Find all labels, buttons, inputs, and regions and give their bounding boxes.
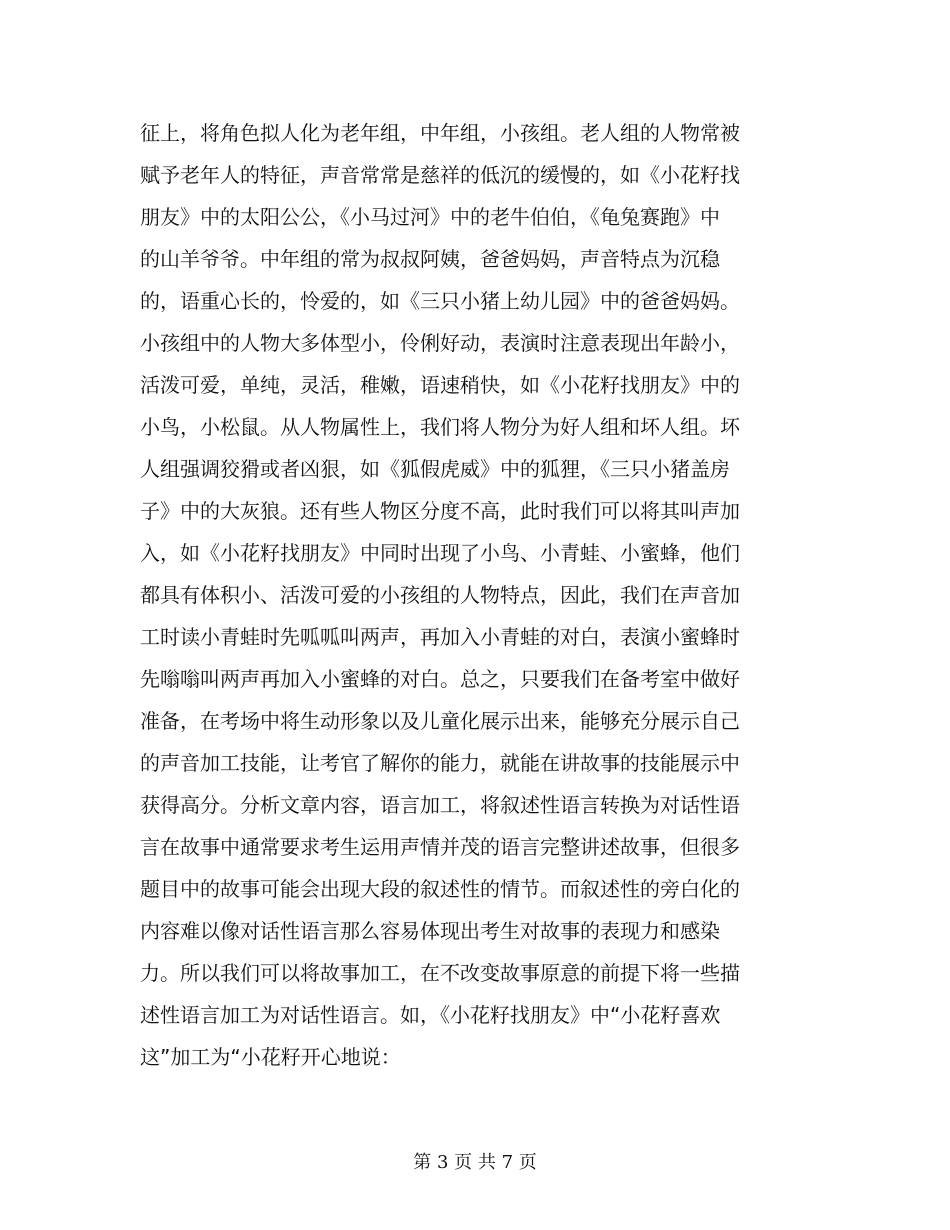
text-line: 的，语重心长的，怜爱的，如《三只小猪上幼儿园》中的爸爸妈妈。 — [140, 289, 740, 313]
text-line: 入，如《小花籽找朋友》中同时出现了小鸟、小青蛙、小蜜蜂，他们 — [140, 541, 740, 565]
text-line: 言在故事中通常要求考生运用声情并茂的语言完整讲述故事，但很多 — [140, 835, 740, 859]
text-line: 力。所以我们可以将故事加工，在不改变故事原意的前提下将一些描 — [140, 961, 740, 985]
page-number-footer: 第 3 页 共 7 页 — [413, 1152, 537, 1173]
body-text — [140, 112, 760, 1078]
text-line: 先嗡嗡叫两声再加入小蜜蜂的对白。总之，只要我们在备考室中做好 — [140, 667, 740, 691]
text-line: 准备，在考场中将生动形象以及儿童化展示出来，能够充分展示自己 — [140, 709, 740, 733]
text-line: 赋予老年人的特征，声音常常是慈祥的低沉的缓慢的，如《小花籽找 — [140, 163, 740, 187]
text-line: 朋友》中的太阳公公，《小马过河》中的老牛伯伯，《龟兔赛跑》中 — [140, 205, 720, 229]
text-line: 这”加工为“小花籽开心地说： — [140, 1045, 401, 1069]
text-line: 述性语言加工为对话性语言。如，《小花籽找朋友》中“小花籽喜欢 — [140, 1003, 721, 1027]
text-line: 题目中的故事可能会出现大段的叙述性的情节。而叙述性的旁白化的 — [140, 877, 740, 901]
text-line: 的声音加工技能，让考官了解你的能力，就能在讲故事的技能展示中 — [140, 751, 740, 775]
text-line: 内容难以像对话性语言那么容易体现出考生对故事的表现力和感染 — [140, 919, 720, 943]
text-line: 小鸟，小松鼠。从人物属性上，我们将人物分为好人组和坏人组。坏 — [140, 415, 740, 439]
text-line: 工时读小青蛙时先呱呱叫两声，再加入小青蛙的对白，表演小蜜蜂时 — [140, 625, 740, 649]
text-line: 都具有体积小、活泼可爱的小孩组的人物特点，因此，我们在声音加 — [140, 583, 740, 607]
text-line: 获得高分。分析文章内容，语言加工，将叙述性语言转换为对话性语 — [140, 793, 740, 817]
text-line: 小孩组中的人物大多体型小，伶俐好动，表演时注意表现出年龄小， — [140, 331, 740, 355]
text-line: 子》中的大灰狼。还有些人物区分度不高，此时我们可以将其叫声加 — [140, 499, 740, 523]
text-line: 征上，将角色拟人化为老年组，中年组，小孩组。老人组的人物常被 — [140, 121, 740, 145]
text-line: 活泼可爱，单纯，灵活，稚嫩，语速稍快，如《小花籽找朋友》中的 — [140, 373, 740, 397]
text-line: 人组强调狡猾或者凶狠，如《狐假虎威》中的狐狸，《三只小猪盖房 — [140, 457, 730, 481]
text-line: 的山羊爷爷。中年组的常为叔叔阿姨，爸爸妈妈，声音特点为沉稳 — [140, 247, 720, 271]
